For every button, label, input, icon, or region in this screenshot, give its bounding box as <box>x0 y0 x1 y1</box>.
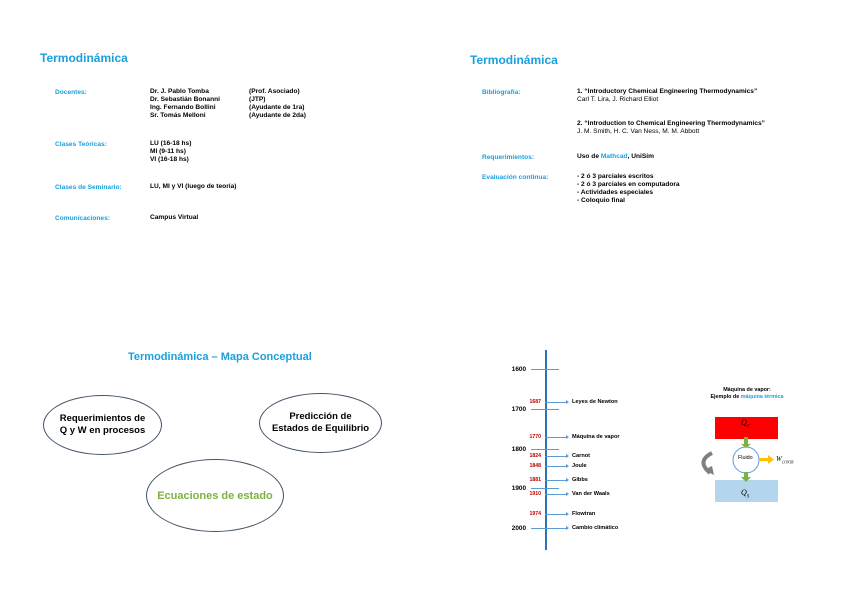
event-year: 1770 <box>529 434 541 440</box>
bibliografia-label: Bibliografía: <box>482 89 521 96</box>
work-label: $W_{CONTR}$ <box>776 455 794 465</box>
clases-teoricas-label: Clases Teóricas: <box>55 141 107 148</box>
ellipse-3-label: Ecuaciones de estado <box>157 489 273 502</box>
comunicaciones-label: Comunicaciones: <box>55 215 110 222</box>
maquina-termica-highlight: máquina térmica <box>740 394 784 400</box>
timeline-axis <box>545 350 547 550</box>
engine-title-line-1: Máquina de vapor: <box>723 387 771 393</box>
evaluacion-item: - Actividades especiales <box>577 189 653 196</box>
century-tick <box>531 488 559 489</box>
arrow-right-icon <box>566 454 569 458</box>
engine-title <box>702 387 792 401</box>
comunicaciones-value: Campus Virtual <box>150 214 199 221</box>
docentes-names <box>150 88 220 120</box>
event-label: Flowtran <box>572 511 596 517</box>
docente-name: Dr. Sebastián Bonanni <box>150 96 220 103</box>
event-year: 1687 <box>529 399 541 405</box>
event-label: Cambio climático <box>572 525 619 531</box>
engine-title-line-2: Ejemplo de máquina térmica <box>710 394 784 400</box>
docente-name: Dr. J. Pablo Tomba <box>150 88 209 95</box>
event-label: Joule <box>572 463 587 469</box>
req-prefix: Uso de <box>577 153 601 160</box>
requerimientos-value <box>577 153 654 161</box>
arrow-right-icon <box>566 492 569 496</box>
event-year: 1910 <box>529 491 541 497</box>
arrow-right-icon <box>566 512 569 516</box>
arrow-right-icon <box>566 478 569 482</box>
century-label: 1900 <box>511 485 526 492</box>
ellipse-1-line-2: Q y W en procesos <box>59 425 146 436</box>
event-label: Gibbs <box>572 477 588 483</box>
clase-teorica: VI (16-18 hs) <box>150 156 189 163</box>
event-year: 1824 <box>529 453 541 459</box>
ellipse-2-line-1: Predicción de <box>289 411 352 422</box>
event-label: Carnot <box>572 453 591 459</box>
event-arrow-line <box>545 456 567 457</box>
event-arrow-line <box>545 402 567 403</box>
event-arrow-line <box>545 437 567 438</box>
clases-teoricas-list <box>150 140 191 164</box>
work-arrowhead <box>768 455 774 464</box>
docente-role: (Ayudante de 2da) <box>249 112 306 119</box>
event-year: 1848 <box>529 463 541 469</box>
clase-teorica: LU (16-18 hs) <box>150 140 192 147</box>
evaluacion-label: Evaluación continua: <box>482 174 549 181</box>
heat-in-arrow <box>744 437 748 445</box>
century-label: 1700 <box>511 406 526 413</box>
ellipse-requerimientos <box>43 395 162 455</box>
event-arrow-line <box>545 528 567 529</box>
clases-seminario-value: LU, MI y VI (luego de teoría) <box>150 183 237 190</box>
century-label: 1800 <box>511 446 526 453</box>
century-label: 2000 <box>511 525 526 532</box>
book-1 <box>577 88 757 104</box>
event-year: 1974 <box>529 511 541 517</box>
century-label: 1600 <box>511 366 526 373</box>
work-arrow <box>759 458 769 461</box>
book-2 <box>577 120 765 136</box>
event-label: Leyes de Newton <box>572 399 618 405</box>
arrow-right-icon <box>566 526 569 530</box>
ellipse-1-line-1: Requerimientos de <box>59 413 146 424</box>
century-tick <box>531 409 559 410</box>
century-tick <box>531 449 559 450</box>
evaluacion-item: - 2 ó 3 parciales escritos <box>577 173 654 180</box>
evaluacion-item: - Coloquio final <box>577 197 625 204</box>
arrow-right-icon <box>566 464 569 468</box>
docente-name: Ing. Fernando Bollini <box>150 104 216 111</box>
event-arrow-line <box>545 494 567 495</box>
q-hot-label: $Q_C$ <box>741 418 751 430</box>
slide-3-title: Termodinámica – Mapa Conceptual <box>128 351 312 363</box>
q-cold-label: $Q_S$ <box>741 488 750 500</box>
evaluacion-item: - 2 ó 3 parciales en computadora <box>577 181 680 188</box>
docentes-label: Docentes: <box>55 89 87 96</box>
req-suffix: , UniSim <box>627 153 654 160</box>
arrow-right-icon <box>566 435 569 439</box>
fluid-label: Fluido <box>738 455 753 461</box>
event-arrow-line <box>545 514 567 515</box>
docente-role: (JTP) <box>249 96 266 103</box>
event-year: 1881 <box>529 477 541 483</box>
book-1-title: 1. “Introductory Chemical Engineering Thermodynamics” <box>577 88 758 95</box>
arrow-right-icon <box>566 400 569 404</box>
docentes-roles <box>249 88 306 120</box>
event-arrow-line <box>545 466 567 467</box>
evaluacion-list <box>577 173 680 205</box>
docente-role: (Prof. Asociado) <box>249 88 300 95</box>
event-arrow-line <box>545 480 567 481</box>
book-2-authors: J. M. Smith, H. C. Van Ness, M. M. Abbott <box>577 128 700 135</box>
ellipse-prediccion <box>259 393 382 453</box>
slide-2-title: Termodinámica <box>470 53 558 67</box>
slide-1-title: Termodinámica <box>40 51 128 65</box>
docente-role: (Ayudante de 1ra) <box>249 104 305 111</box>
docente-name: Sr. Tomás Melloni <box>150 112 206 119</box>
book-2-title: 2. “Introduction to Chemical Engineering Thermodynamics” <box>577 120 765 127</box>
clases-seminario-label: Clases de Seminario: <box>55 184 122 191</box>
ellipse-ecuaciones <box>146 459 284 532</box>
clase-teorica: MI (9-11 hs) <box>150 148 186 155</box>
mathcad-highlight: Mathcad <box>600 153 628 160</box>
century-tick <box>531 369 559 370</box>
ellipse-2-line-2: Estados de Equilibrio <box>271 423 370 434</box>
book-1-authors: Carl T. Lira, J. Richard Elliot <box>577 96 659 103</box>
event-label: Máquina de vapor <box>572 434 620 440</box>
requerimientos-label: Requerimientos: <box>482 154 535 161</box>
event-label: Van der Waals <box>572 491 610 497</box>
